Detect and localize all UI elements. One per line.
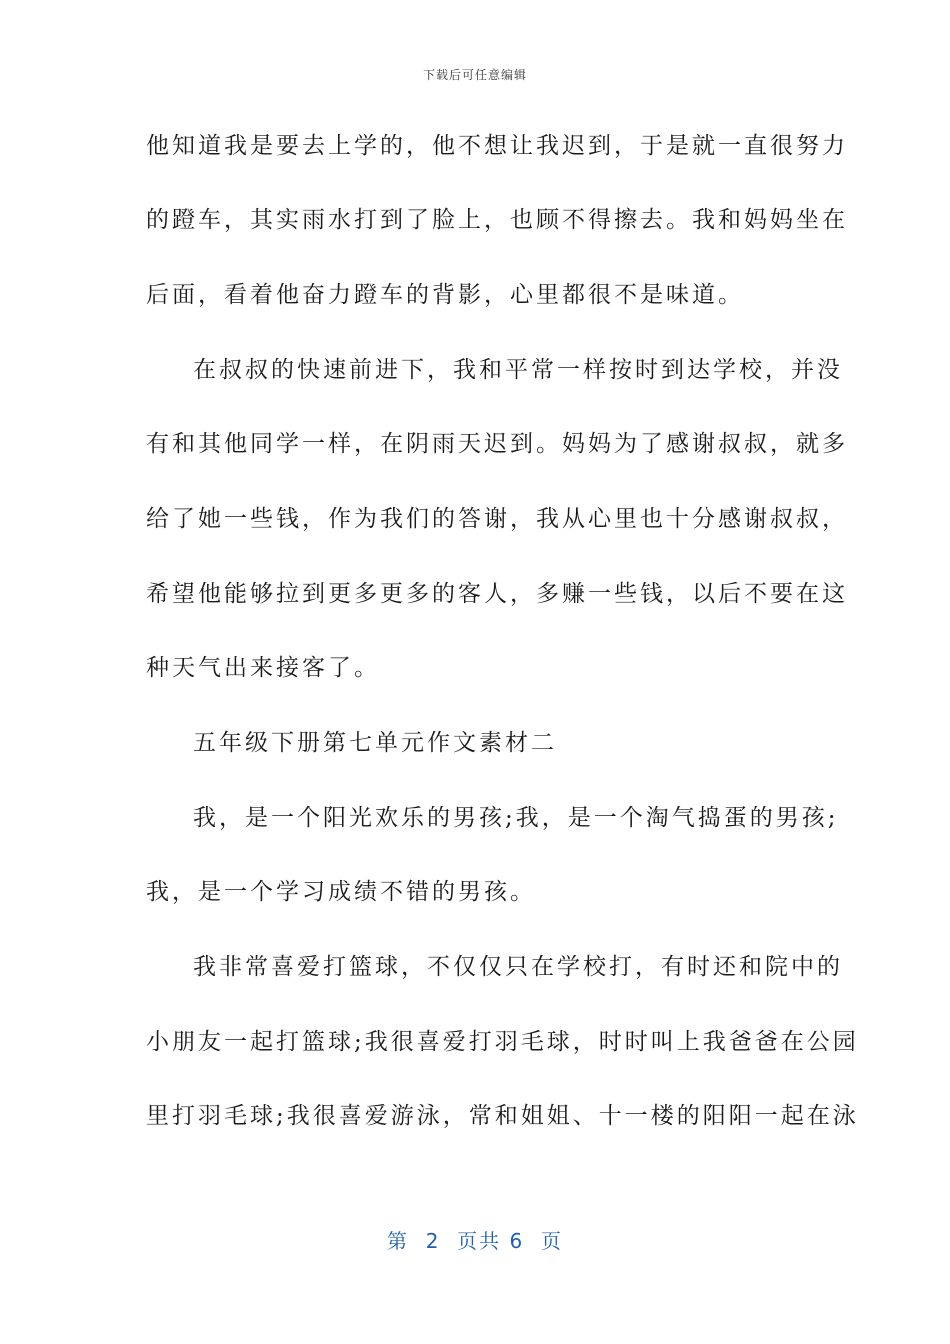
text-line: 给了她一些钱，作为我们的答谢，我从心里也十分感谢叔叔，	[146, 506, 848, 532]
text-line: 种天气出来接客了。	[146, 655, 380, 681]
text-line: 有和其他同学一样，在阴雨天迟到。妈妈为了感谢叔叔，就多	[146, 431, 848, 457]
section-heading: 五年级下册第七单元作文素材二	[193, 730, 557, 756]
text-line: 在叔叔的快速前进下，我和平常一样按时到达学校，并没	[193, 357, 843, 383]
text-line: 里打羽毛球;我很喜爱游泳，常和姐姐、十一楼的阳阳一起在泳	[146, 1103, 859, 1129]
page-header: 下载后可任意编辑	[422, 68, 527, 82]
text-line: 的蹬车，其实雨水打到了脸上，也顾不得擦去。我和妈妈坐在	[146, 207, 848, 233]
text-line: 我，是一个阳光欢乐的男孩;我，是一个淘气捣蛋的男孩;	[193, 805, 839, 831]
text-line: 后面，看着他奋力蹬车的背影，心里都很不是味道。	[146, 282, 744, 308]
page-number: 第 2 页共 6 页	[387, 1229, 563, 1253]
text-line: 他知道我是要去上学的，他不想让我迟到，于是就一直很努力	[146, 133, 848, 159]
text-line: 小朋友一起打篮球;我很喜爱打羽毛球，时时叫上我爸爸在公园	[146, 1029, 859, 1055]
text-line: 我，是一个学习成绩不错的男孩。	[146, 879, 536, 905]
text-line: 希望他能够拉到更多更多的客人，多赚一些钱，以后不要在这	[146, 581, 848, 607]
text-line: 我非常喜爱打篮球，不仅仅只在学校打，有时还和院中的	[193, 954, 843, 980]
